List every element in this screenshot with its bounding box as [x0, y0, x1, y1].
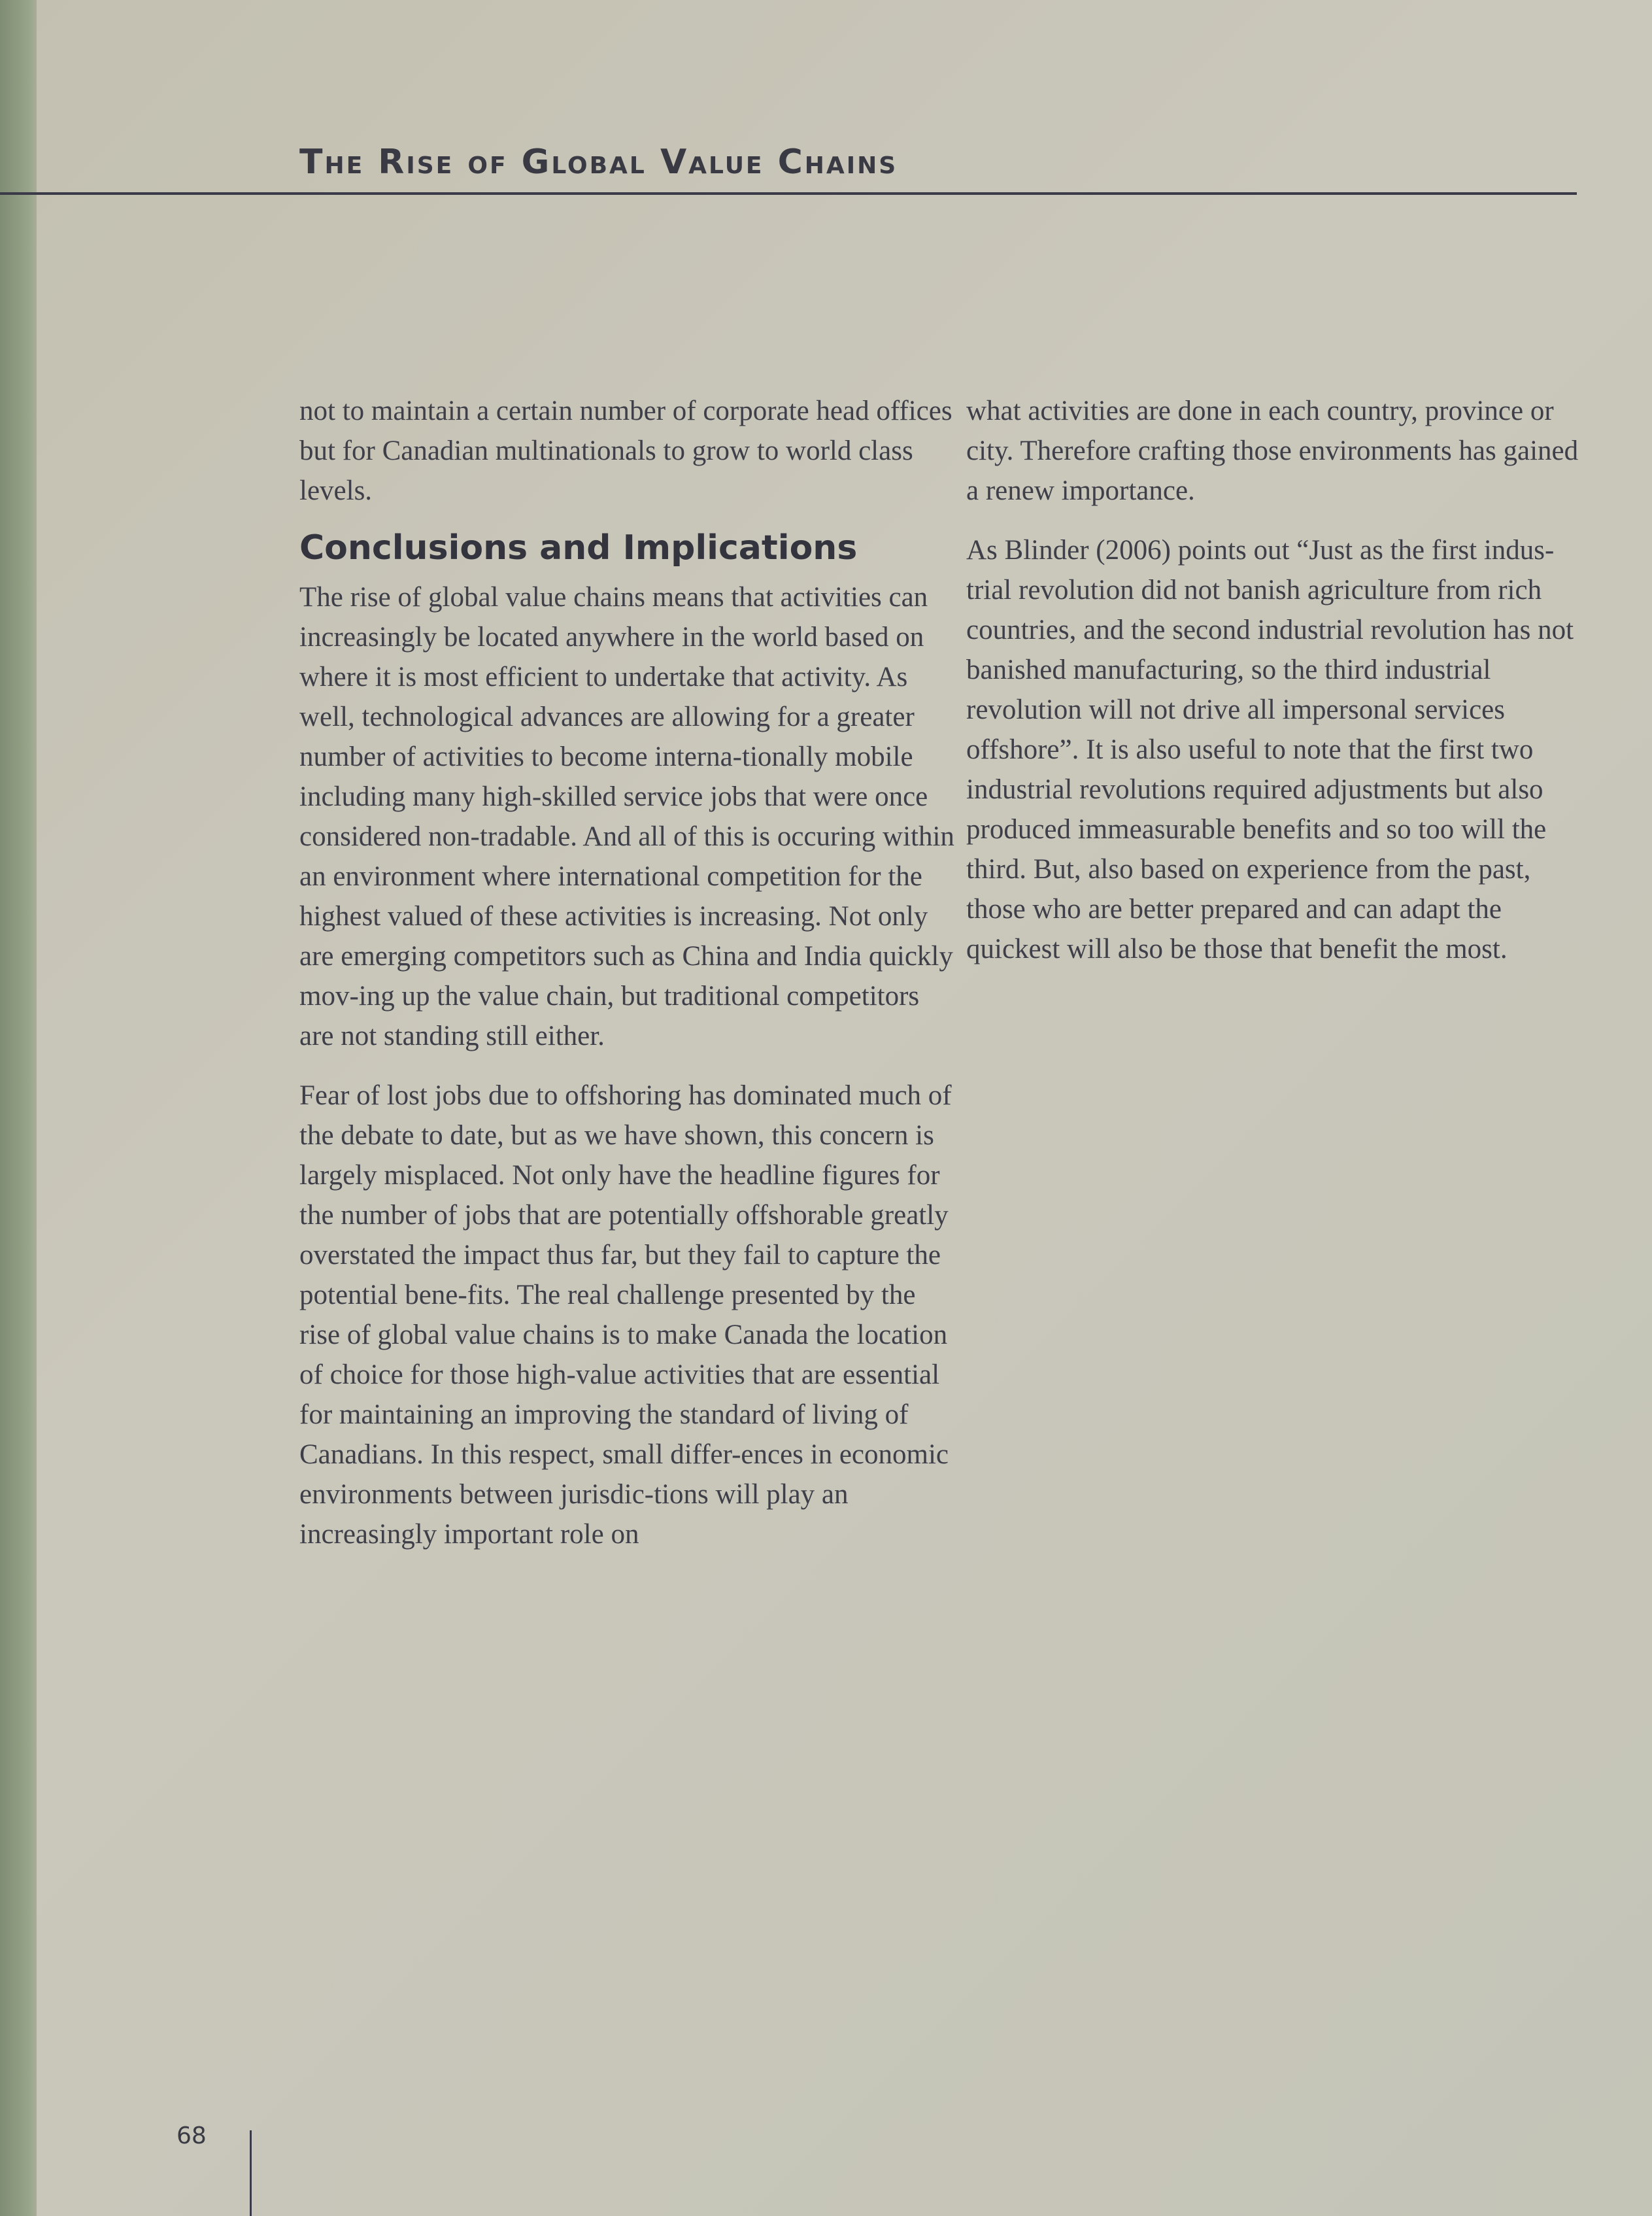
- right-column: [966, 391, 1581, 969]
- running-header-title: The Rise of Global Value Chains: [299, 143, 898, 182]
- body-paragraph: The rise of global value chains means that activities can increasingly be located anywhere in the world based on where it is most efficient to undertake that activity. As well, technological advances are allowing for a greater number of activities to become interna-tionally mobile including many high-skilled service jobs that were once considered non-tradable. And all of this is occuring within an environment where international competition for the highest valued of these activities is increasing. Not only are emerging competitors such as China and India quickly mov-ing up the value chain, but traditional competitors are not standing still either.: [299, 582, 954, 1051]
- left-column: [299, 391, 960, 1554]
- book-spine-edge: [0, 0, 37, 2216]
- continued-paragraph: not to maintain a certain number of corporate head offices but for Canadian multinationals to grow to world class levels.: [299, 396, 952, 506]
- continued-paragraph: what activities are done in each country, province or city. Therefore crafting those environments has gained a renew importance.: [966, 396, 1579, 506]
- footer-rule: [250, 2130, 252, 2216]
- header-rule: [0, 192, 1577, 195]
- body-paragraph: As Blinder (2006) points out “Just as the first indus-trial revolution did not banish agriculture from rich countries, and the second industrial revolution has not banished manufacturing, so the third industrial revolution will not drive all impersonal services offshore”. It is also useful to note that the first two industrial revolutions required adjustments but also produced immeasurable benefits and so too will the third. But, also based on experience from the past, those who are better prepared and can adapt the quickest will also be those that benefit the most.: [966, 535, 1574, 964]
- page-number: 68: [177, 2122, 207, 2149]
- section-heading: Conclusions and Implications: [299, 528, 858, 568]
- body-paragraph: Fear of lost jobs due to offshoring has dominated much of the debate to date, but as we have shown, this concern is largely misplaced. Not only have the headline figures for the number of jobs that are potentially offshorable greatly overstated the impact thus far, but they fail to capture the potential bene-fits. The real challenge presented by the rise of global value chains is to make Canada the location of choice for those high-value activities that are essential for maintaining an improving the standard of living of Canadians. In this respect, small differ-ences in economic environments between jurisdic-tions will play an increasingly important role on: [299, 1080, 952, 1550]
